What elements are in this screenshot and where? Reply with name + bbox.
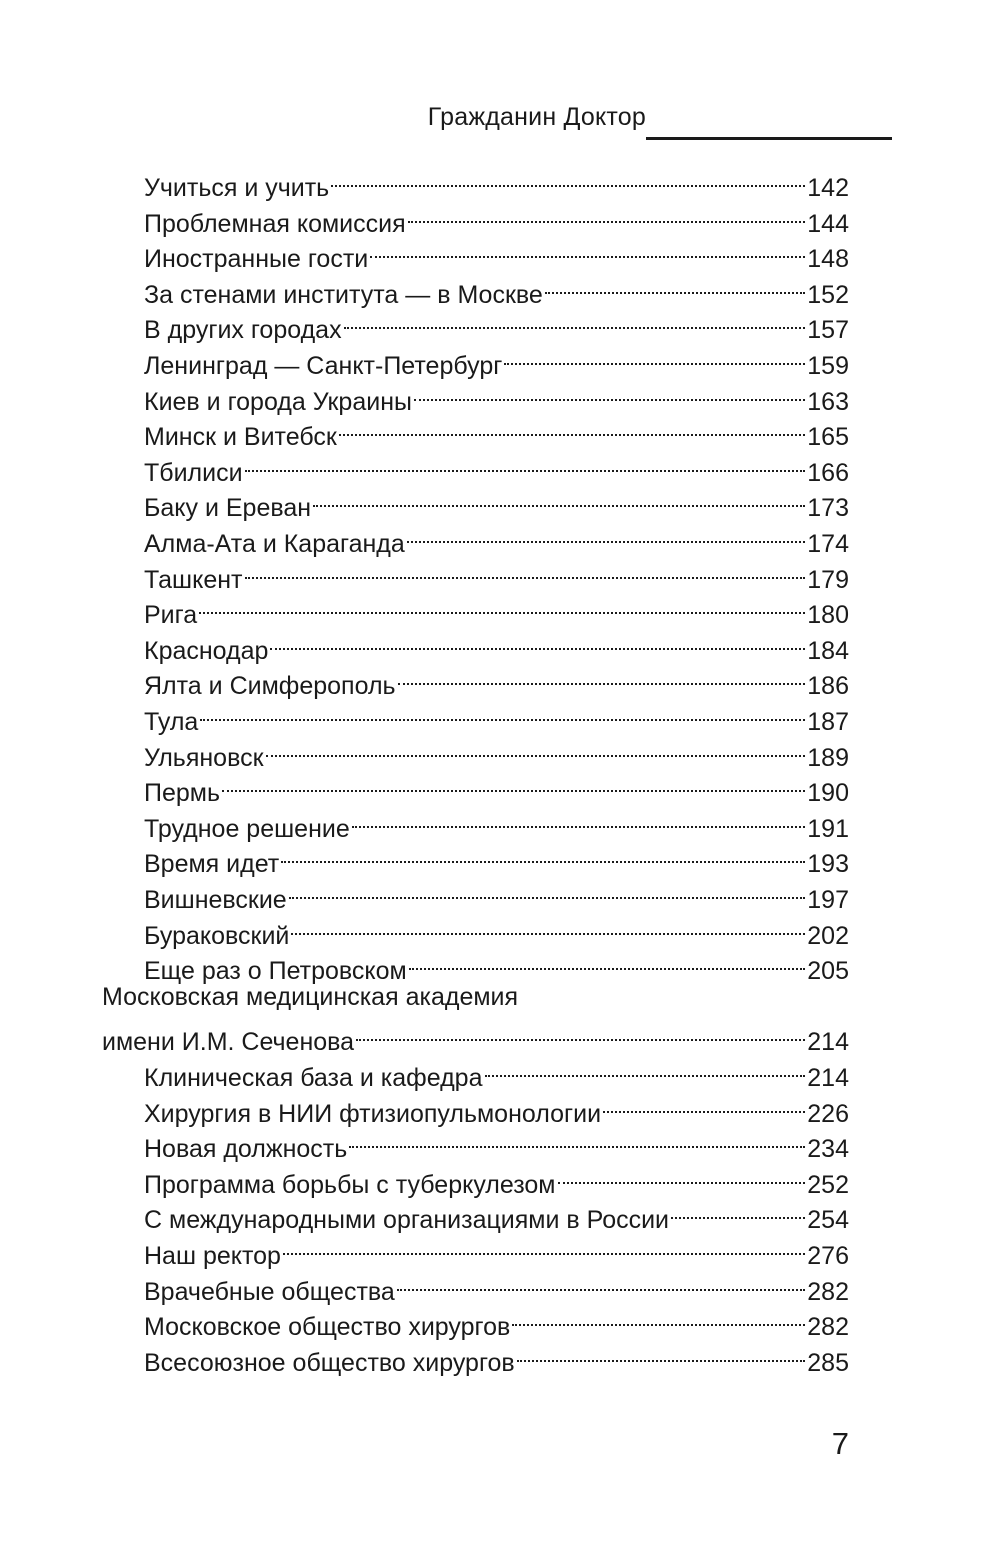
toc-entry-page: 165 (807, 423, 849, 452)
toc-entry (144, 1086, 849, 1128)
toc-entry (144, 552, 849, 594)
toc-entry-page: 166 (807, 458, 849, 487)
toc-entry (144, 1192, 849, 1235)
toc-entry-page: 254 (807, 1206, 849, 1235)
toc-entry (144, 409, 849, 452)
dot-leader (603, 1086, 805, 1122)
toc-entry-page: 214 (807, 1028, 849, 1057)
dot-leader (485, 1050, 806, 1086)
toc-entry (144, 694, 849, 736)
toc-entry-title: Рига (144, 601, 198, 630)
toc-entry (144, 1264, 849, 1306)
toc-entry (144, 445, 849, 487)
toc-entry (144, 1121, 849, 1164)
toc-entry (144, 658, 849, 701)
toc-entry-title: Минск и Витебск (144, 423, 337, 452)
toc-entry-title: Время идет (144, 850, 280, 879)
toc-entry (144, 231, 849, 274)
dot-leader (671, 1192, 805, 1228)
toc-entry-page: 252 (807, 1170, 849, 1199)
toc-entry (144, 1299, 849, 1342)
toc-entry (144, 943, 849, 986)
page-number: 7 (831, 1426, 849, 1461)
toc-entry-title: Врачебные общества (144, 1277, 395, 1306)
dot-leader (407, 516, 806, 552)
toc-entry-page: 202 (807, 921, 849, 950)
dot-leader (370, 231, 805, 267)
toc-entry-page: 197 (807, 886, 849, 914)
toc-entry (144, 196, 849, 238)
dot-leader (199, 587, 805, 623)
toc-entry-title: Вишневские (144, 886, 287, 914)
toc-entry (144, 1228, 849, 1270)
toc-entry (144, 1157, 849, 1199)
toc-entry (144, 872, 849, 914)
toc-section-entry (102, 979, 518, 1015)
toc-entry-page: 157 (807, 316, 849, 345)
toc-entry-title: С международными организациями в России (144, 1206, 670, 1235)
toc-entry-page: 191 (807, 814, 849, 843)
dot-leader (245, 445, 806, 481)
toc-entry-title: Тула (144, 708, 199, 736)
dot-leader (504, 338, 805, 374)
toc-entry-title: Клиническая база и кафедра (144, 1064, 483, 1092)
toc-entry-title: Иностранные гости (144, 245, 369, 274)
toc-entry-page: 159 (807, 352, 849, 380)
toc-entry-page: 173 (807, 494, 849, 523)
dot-leader (397, 1264, 805, 1300)
toc-entry-title: Хирургия в НИИ фтизиопульмонологии (144, 1099, 602, 1128)
toc-entry-title: Баку и Ереван (144, 494, 312, 523)
toc-entry-title: Ташкент (144, 565, 243, 594)
toc-entry (144, 516, 849, 558)
dot-leader (313, 480, 805, 516)
toc-entry (144, 623, 849, 665)
dot-leader (200, 694, 805, 730)
toc-entry-page: 282 (807, 1277, 849, 1306)
dot-leader (398, 658, 806, 694)
toc-entry-title: Киев и города Украины (144, 387, 412, 416)
toc-entry-page: 226 (807, 1099, 849, 1128)
dot-leader (281, 836, 805, 872)
dot-leader (283, 1228, 805, 1264)
toc-entry-page: 180 (807, 601, 849, 630)
dot-leader (512, 1299, 805, 1335)
toc-entry-page: 144 (807, 209, 849, 238)
toc-entry (144, 374, 849, 416)
toc-entry-title: Всесоюзное общество хирургов (144, 1348, 515, 1377)
dot-leader (414, 374, 805, 410)
toc-entry-page: 285 (807, 1348, 849, 1377)
toc-entry-title: Учиться и учить (144, 174, 330, 202)
dot-leader (339, 409, 805, 445)
dot-leader (349, 1121, 805, 1157)
toc-entry-page: 190 (807, 779, 849, 808)
toc-entry-page: 186 (807, 672, 849, 701)
toc-entry-page: 152 (807, 280, 849, 309)
dot-leader (245, 552, 806, 588)
toc-entry-title: Пермь (144, 779, 220, 808)
toc-entry-title: Тбилиси (144, 458, 243, 487)
toc-entry (144, 302, 849, 345)
dot-leader (545, 267, 805, 303)
toc-entry-page: 174 (807, 530, 849, 558)
toc-entry-title: За стенами института — в Москве (144, 280, 543, 309)
toc-entry-title: имени И.М. Сеченова (102, 1028, 355, 1057)
toc-entry-title: Бураковский (144, 921, 290, 950)
running-title: Гражданин Доктор (427, 103, 646, 131)
toc-entry (144, 1335, 849, 1377)
toc-entry (144, 267, 849, 309)
dot-leader (356, 1014, 805, 1050)
toc-entry (144, 730, 849, 772)
toc-entry (144, 765, 849, 808)
toc-entry-title: Краснодар (144, 636, 269, 665)
toc-entry-title: Ульяновск (144, 743, 264, 772)
toc-entry (144, 836, 849, 879)
dot-leader (291, 908, 805, 944)
toc-entry-page: 234 (807, 1135, 849, 1164)
toc-entry-title: Алма-Ата и Караганда (144, 530, 405, 558)
dot-leader (270, 623, 805, 659)
toc-entry-page: 214 (807, 1064, 849, 1092)
toc-entry (144, 480, 849, 523)
toc-entry-page: 179 (807, 565, 849, 594)
toc-entry-page: 282 (807, 1313, 849, 1342)
toc-entry (144, 908, 849, 950)
dot-leader (409, 943, 806, 979)
toc-entry-title: Ялта и Симферополь (144, 672, 396, 701)
toc-entry-page: 193 (807, 850, 849, 879)
dot-leader (266, 730, 806, 766)
toc-entry-title: Программа борьбы с туберкулезом (144, 1170, 556, 1199)
toc-entry-page: 163 (807, 387, 849, 416)
dot-leader (408, 196, 806, 232)
dot-leader (344, 302, 806, 338)
toc-entry-page: 187 (807, 708, 849, 736)
toc-entry-page: 148 (807, 245, 849, 274)
toc-entry-title: Проблемная комиссия (144, 209, 406, 238)
toc-entry-title: В других городах (144, 316, 342, 345)
dot-leader (289, 872, 806, 908)
toc-entry (144, 801, 849, 843)
toc-entry-page: 205 (807, 957, 849, 986)
toc-entry-title: Трудное решение (144, 814, 350, 843)
toc-entry-title: Московское общество хирургов (144, 1313, 511, 1342)
toc-entry-page: 184 (807, 636, 849, 665)
toc-entry (144, 587, 849, 630)
dot-leader (222, 765, 805, 801)
toc-entry-title: Московская медицинская академия (102, 982, 519, 1011)
dot-leader (558, 1157, 806, 1193)
dot-leader (352, 801, 806, 837)
header-rule (646, 137, 892, 140)
dot-leader (331, 160, 805, 196)
toc-entry-title: Ленинград — Санкт-Петербург (144, 352, 503, 380)
toc-entry-title: Наш ректор (144, 1242, 281, 1270)
toc-entry-title: Новая должность (144, 1135, 348, 1164)
toc-entry-title: Еще раз о Петровском (144, 957, 407, 986)
dot-leader (517, 1335, 806, 1371)
toc-entry (144, 338, 849, 380)
toc-entry-page: 189 (807, 743, 849, 772)
toc-entry (144, 1050, 849, 1092)
toc-section-entry (102, 1014, 849, 1057)
toc-entry-page: 142 (807, 174, 849, 202)
toc-entry (144, 160, 849, 202)
toc-entry-page: 276 (807, 1242, 849, 1270)
